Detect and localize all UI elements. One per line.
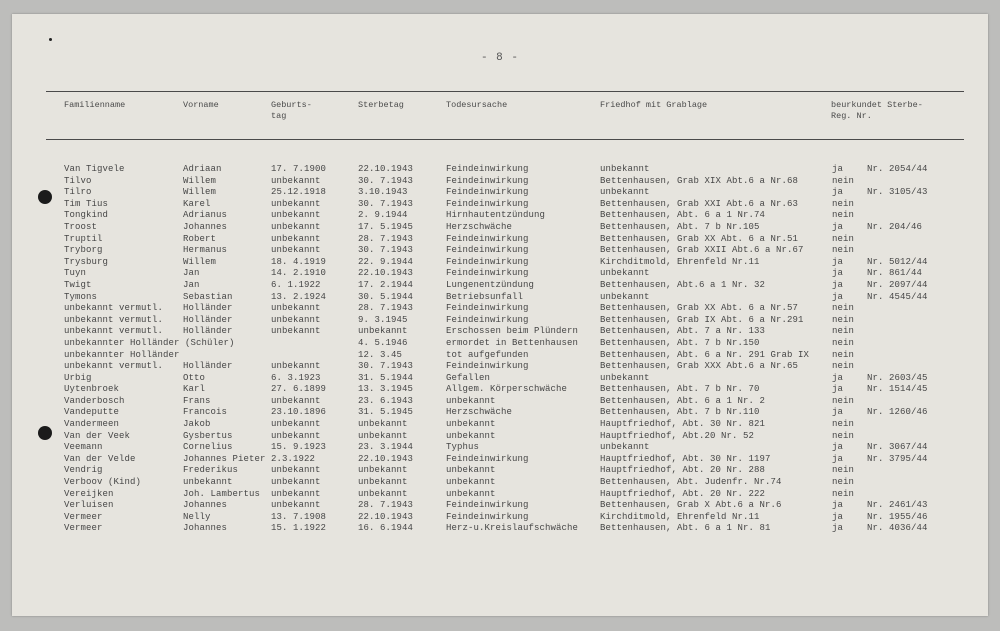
register-nr-cell: Nr. 3795/44 [867, 453, 928, 464]
table-row [12, 489, 988, 501]
friedhof-cell: Bettenhausen, Abt. 7 a Nr. 133 [600, 326, 766, 337]
geburtstag-cell: 14. 2.1910 [271, 268, 327, 279]
sterbetag-cell: 22. 9.1944 [358, 256, 414, 267]
beurkundet-cell: ja [832, 511, 844, 522]
beurkundet-cell: ja [832, 523, 844, 534]
familienname-cell: Troost [64, 221, 98, 232]
familienname-cell: Tuyn [64, 268, 87, 279]
friedhof-cell: Bettenhausen, Abt. 7 b Nr.150 [600, 337, 760, 348]
todesursache-cell: Allgem. Körperschwäche [446, 384, 568, 395]
familienname-cell: Vandeputte [64, 407, 120, 418]
vorname-cell: Otto [183, 372, 206, 383]
friedhof-cell: Bettenhausen, Grab IX Abt. 6 a Nr.291 [600, 314, 804, 325]
friedhof-cell: unbekannt [600, 372, 650, 383]
register-nr-cell: Nr. 2461/43 [867, 500, 928, 511]
familienname-cell: unbekannt vermutl. [64, 326, 164, 337]
header-familienname: Familienname [64, 100, 126, 110]
table-row [12, 164, 988, 176]
header-friedhof: Friedhof mit Grablage [600, 100, 708, 110]
sterbetag-cell: 22.10.1943 [358, 511, 414, 522]
familienname-cell: Tongkind [64, 210, 109, 221]
todesursache-cell: tot aufgefunden [446, 349, 529, 360]
vorname-cell: Adrianus [183, 210, 228, 221]
beurkundet-cell: ja [832, 407, 844, 418]
beurkundet-cell: ja [832, 279, 844, 290]
vorname-cell: Joh. Lambertus [183, 488, 261, 499]
geburtstag-cell: unbekannt [271, 326, 321, 337]
sterbetag-cell: 22.10.1943 [358, 268, 414, 279]
geburtstag-cell: 6. 1.1922 [271, 279, 321, 290]
familienname-cell: Uytenbroek [64, 384, 120, 395]
geburtstag-cell: unbekannt [271, 430, 321, 441]
sterbetag-cell: 30. 7.1943 [358, 175, 414, 186]
todesursache-cell: unbekannt [446, 465, 496, 476]
familienname-cell: Vandermeen [64, 419, 120, 430]
sterbetag-cell: 23. 3.1944 [358, 442, 414, 453]
beurkundet-cell: nein [832, 337, 855, 348]
todesursache-cell: Feindeinwirkung [446, 245, 529, 256]
sterbetag-cell: unbekannt [358, 430, 408, 441]
table-row [12, 326, 988, 338]
todesursache-cell: Typhus [446, 442, 480, 453]
table-row [12, 477, 988, 489]
friedhof-cell: unbekannt [600, 442, 650, 453]
table-row [12, 361, 988, 373]
speck-mark [49, 38, 52, 41]
vorname-cell: Frederikus [183, 465, 239, 476]
table-row [12, 268, 988, 280]
table-row [12, 384, 988, 396]
table-row [12, 419, 988, 431]
familienname-cell: Van Tigvele [64, 164, 125, 174]
friedhof-cell: Bettenhausen, Abt. 7 b Nr.105 [600, 221, 760, 232]
familienname-cell: Trysburg [64, 256, 109, 267]
geburtstag-cell: 15. 9.1923 [271, 442, 327, 453]
todesursache-cell: Feindeinwirkung [446, 268, 529, 279]
beurkundet-cell: nein [832, 314, 855, 325]
table-row [12, 454, 988, 466]
familienname-cell: unbekannt vermutl. [64, 303, 164, 314]
geburtstag-cell: unbekannt [271, 210, 321, 221]
table-row [12, 234, 988, 246]
vorname-cell: Johannes [183, 221, 228, 232]
todesursache-cell: unbekannt [446, 395, 496, 406]
geburtstag-cell: 6. 3.1923 [271, 372, 321, 383]
sterbetag-cell: 31. 5.1944 [358, 372, 414, 383]
beurkundet-cell: nein [832, 175, 855, 186]
beurkundet-cell: nein [832, 395, 855, 406]
geburtstag-cell: 15. 1.1922 [271, 523, 327, 534]
beurkundet-cell: nein [832, 303, 855, 314]
beurkundet-cell: nein [832, 488, 855, 499]
familienname-cell: Verluisen [64, 500, 114, 511]
todesursache-cell: unbekannt [446, 477, 496, 488]
friedhof-cell: Bettenhausen, Abt. 6 a 1 Nr. 81 [600, 523, 771, 534]
beurkundet-cell: ja [832, 500, 844, 511]
vorname-cell: Jan [183, 279, 200, 290]
beurkundet-cell: ja [832, 442, 844, 453]
sterbetag-cell: unbekannt [358, 465, 408, 476]
todesursache-cell: Feindeinwirkung [446, 175, 529, 186]
sterbetag-cell: 31. 5.1945 [358, 407, 414, 418]
geburtstag-cell: 17. 7.1900 [271, 164, 327, 174]
familienname-cell: Veemann [64, 442, 103, 453]
header-todesursache: Todesursache [446, 100, 508, 110]
familienname-cell: unbekannter Holländer (Schüler) [64, 337, 235, 348]
vorname-cell: Nelly [183, 511, 211, 522]
todesursache-cell: unbekannt [446, 430, 496, 441]
todesursache-cell: Feindeinwirkung [446, 511, 529, 522]
todesursache-cell: Erschossen beim Plündern [446, 326, 579, 337]
familienname-cell: Van der Velde [64, 453, 136, 464]
table-row [12, 257, 988, 269]
todesursache-cell: unbekannt [446, 488, 496, 499]
sterbetag-cell: 22.10.1943 [358, 164, 414, 174]
vorname-cell: Robert [183, 233, 217, 244]
sterbetag-cell: 30. 7.1943 [358, 245, 414, 256]
familienname-cell: Vermeer [64, 523, 103, 534]
sterbetag-cell: 3.10.1943 [358, 187, 408, 198]
geburtstag-cell: unbekannt [271, 221, 321, 232]
beurkundet-cell: ja [832, 291, 844, 302]
geburtstag-cell: unbekannt [271, 233, 321, 244]
sterbetag-cell: 23. 6.1943 [358, 395, 414, 406]
geburtstag-cell: unbekannt [271, 303, 321, 314]
table-row [12, 187, 988, 199]
geburtstag-cell: unbekannt [271, 419, 321, 430]
register-nr-cell: Nr. 3105/43 [867, 187, 928, 198]
friedhof-cell: unbekannt [600, 164, 650, 174]
friedhof-cell: Bettenhausen, Grab XX Abt. 6 a Nr.57 [600, 303, 799, 314]
table-row [12, 199, 988, 211]
sterbetag-cell: 22.10.1943 [358, 453, 414, 464]
geburtstag-cell: 27. 6.1899 [271, 384, 327, 395]
familienname-cell: Vanderbosch [64, 395, 125, 406]
register-nr-cell: Nr. 1955/46 [867, 511, 928, 522]
register-nr-cell: Nr. 2097/44 [867, 279, 928, 290]
beurkundet-cell: nein [832, 361, 855, 372]
vorname-cell: Johannes Pieter [183, 453, 266, 464]
friedhof-cell: unbekannt [600, 291, 650, 302]
beurkundet-cell: nein [832, 477, 855, 488]
vorname-cell: Willem [183, 175, 217, 186]
register-table [12, 164, 988, 535]
table-row [12, 523, 988, 535]
familienname-cell: unbekannt vermutl. [64, 361, 164, 372]
friedhof-cell: Hauptfriedhof, Abt. 30 Nr. 1197 [600, 453, 771, 464]
vorname-cell: Holländer [183, 303, 233, 314]
beurkundet-cell: nein [832, 210, 855, 221]
vorname-cell: Jakob [183, 419, 211, 430]
vorname-cell: Holländer [183, 326, 233, 337]
header-top-rule [46, 91, 964, 92]
sterbetag-cell: unbekannt [358, 477, 408, 488]
register-nr-cell: Nr. 861/44 [867, 268, 923, 279]
vorname-cell: Karl [183, 384, 206, 395]
vorname-cell: Sebastian [183, 291, 233, 302]
todesursache-cell: Feindeinwirkung [446, 256, 529, 267]
beurkundet-cell: ja [832, 187, 844, 198]
familienname-cell: Vermeer [64, 511, 103, 522]
todesursache-cell: ermordet in Bettenhausen [446, 337, 579, 348]
vorname-cell: Cornelius [183, 442, 233, 453]
table-row [12, 373, 988, 385]
table-row [12, 292, 988, 304]
vorname-cell: Johannes [183, 500, 228, 511]
geburtstag-cell: unbekannt [271, 488, 321, 499]
header-beurkundet: beurkundet Sterbe- Reg. Nr. [831, 100, 923, 121]
familienname-cell: Tryborg [64, 245, 103, 256]
geburtstag-cell: 23.10.1896 [271, 407, 327, 418]
todesursache-cell: Feindeinwirkung [446, 187, 529, 198]
familienname-cell: unbekannter Holländer [64, 349, 180, 360]
friedhof-cell: Bettenhausen, Abt. 7 b Nr.110 [600, 407, 760, 418]
friedhof-cell: Bettenhausen, Grab X Abt.6 a Nr.6 [600, 500, 782, 511]
todesursache-cell: Hirnhautentzündung [446, 210, 546, 221]
friedhof-cell: Bettenhausen, Grab XX Abt. 6 a Nr.51 [600, 233, 799, 244]
register-nr-cell: Nr. 4036/44 [867, 523, 928, 534]
todesursache-cell: Herzschwäche [446, 221, 513, 232]
sterbetag-cell: 30. 7.1943 [358, 361, 414, 372]
geburtstag-cell: unbekannt [271, 395, 321, 406]
geburtstag-cell: unbekannt [271, 245, 321, 256]
sterbetag-cell: 12. 3.45 [358, 349, 403, 360]
beurkundet-cell: ja [832, 372, 844, 383]
todesursache-cell: Betriebsunfall [446, 291, 524, 302]
table-row [12, 222, 988, 234]
table-row [12, 465, 988, 477]
register-nr-cell: Nr. 2054/44 [867, 164, 928, 174]
friedhof-cell: Bettenhausen, Abt. 6 a 1 Nr.74 [600, 210, 766, 221]
todesursache-cell: Feindeinwirkung [446, 303, 529, 314]
sterbetag-cell: 17. 5.1945 [358, 221, 414, 232]
todesursache-cell: Herz-u.Kreislaufschwäche [446, 523, 579, 534]
familienname-cell: unbekannt vermutl. [64, 314, 164, 325]
familienname-cell: Van der Veek [64, 430, 131, 441]
todesursache-cell: Feindeinwirkung [446, 198, 529, 209]
sterbetag-cell: unbekannt [358, 488, 408, 499]
header-geburtstag: Geburts- tag [271, 100, 312, 121]
familienname-cell: Vereijken [64, 488, 114, 499]
header-sterbetag: Sterbetag [358, 100, 404, 110]
beurkundet-cell: nein [832, 465, 855, 476]
friedhof-cell: Bettenhausen, Abt.6 a 1 Nr. 32 [600, 279, 766, 290]
todesursache-cell: unbekannt [446, 419, 496, 430]
table-row [12, 303, 988, 315]
familienname-cell: Twigt [64, 279, 92, 290]
register-nr-cell: Nr. 5012/44 [867, 256, 928, 267]
sterbetag-cell: 30. 5.1944 [358, 291, 414, 302]
todesursache-cell: Lungenentzündung [446, 279, 535, 290]
vorname-cell: Karel [183, 198, 211, 209]
sterbetag-cell: 28. 7.1943 [358, 500, 414, 511]
table-row [12, 407, 988, 419]
sterbetag-cell: 13. 3.1945 [358, 384, 414, 395]
sterbetag-cell: unbekannt [358, 419, 408, 430]
friedhof-cell: Bettenhausen, Abt. 7 b Nr. 70 [600, 384, 760, 395]
sterbetag-cell: unbekannt [358, 326, 408, 337]
friedhof-cell: Bettenhausen, Abt. 6 a Nr. 291 Grab IX [600, 349, 810, 360]
todesursache-cell: Feindeinwirkung [446, 314, 529, 325]
sterbetag-cell: 4. 5.1946 [358, 337, 408, 348]
beurkundet-cell: ja [832, 453, 844, 464]
beurkundet-cell: nein [832, 349, 855, 360]
todesursache-cell: Feindeinwirkung [446, 233, 529, 244]
friedhof-cell: Bettenhausen, Abt. 6 a 1 Nr. 2 [600, 395, 766, 406]
vorname-cell: Gysbertus [183, 430, 233, 441]
table-row [12, 500, 988, 512]
todesursache-cell: Feindeinwirkung [446, 361, 529, 372]
register-nr-cell: Nr. 4545/44 [867, 291, 928, 302]
beurkundet-cell: ja [832, 164, 844, 174]
vorname-cell: Johannes [183, 523, 228, 534]
familienname-cell: Tim Tius [64, 198, 109, 209]
table-row [12, 315, 988, 327]
friedhof-cell: Bettenhausen, Grab XXI Abt.6 a Nr.63 [600, 198, 799, 209]
table-row [12, 396, 988, 408]
friedhof-cell: unbekannt [600, 187, 650, 198]
vorname-cell: Francois [183, 407, 228, 418]
vorname-cell: Willem [183, 187, 217, 198]
table-row [12, 338, 988, 350]
familienname-cell: Truptil [64, 233, 103, 244]
geburtstag-cell: unbekannt [271, 500, 321, 511]
sterbetag-cell: 16. 6.1944 [358, 523, 414, 534]
sterbetag-cell: 30. 7.1943 [358, 198, 414, 209]
vorname-cell: unbekannt [183, 477, 233, 488]
friedhof-cell: Hauptfriedhof, Abt.20 Nr. 52 [600, 430, 755, 441]
beurkundet-cell: ja [832, 256, 844, 267]
sterbetag-cell: 17. 2.1944 [358, 279, 414, 290]
friedhof-cell: Kirchditmold, Ehrenfeld Nr.11 [600, 511, 760, 522]
register-nr-cell: Nr. 1260/46 [867, 407, 928, 418]
sterbetag-cell: 2. 9.1944 [358, 210, 408, 221]
vorname-cell: Willem [183, 256, 217, 267]
geburtstag-cell: 13. 2.1924 [271, 291, 327, 302]
geburtstag-cell: 13. 7.1908 [271, 511, 327, 522]
sterbetag-cell: 9. 3.1945 [358, 314, 408, 325]
table-row [12, 176, 988, 188]
sterbetag-cell: 28. 7.1943 [358, 233, 414, 244]
geburtstag-cell: 25.12.1918 [271, 187, 327, 198]
vorname-cell: Holländer [183, 314, 233, 325]
register-nr-cell: Nr. 1514/45 [867, 384, 928, 395]
friedhof-cell: Hauptfriedhof, Abt. 20 Nr. 222 [600, 488, 766, 499]
beurkundet-cell: nein [832, 419, 855, 430]
friedhof-cell: Hauptfriedhof, Abt. 30 Nr. 821 [600, 419, 766, 430]
todesursache-cell: Gefallen [446, 372, 491, 383]
document-page [12, 14, 988, 616]
geburtstag-cell: unbekannt [271, 465, 321, 476]
friedhof-cell: Bettenhausen, Grab XIX Abt.6 a Nr.68 [600, 175, 799, 186]
table-row [12, 280, 988, 292]
table-row [12, 512, 988, 524]
beurkundet-cell: ja [832, 221, 844, 232]
vorname-cell: Holländer [183, 361, 233, 372]
familienname-cell: Verboov (Kind) [64, 477, 142, 488]
table-row [12, 350, 988, 362]
geburtstag-cell: unbekannt [271, 361, 321, 372]
beurkundet-cell: nein [832, 245, 855, 256]
geburtstag-cell: unbekannt [271, 477, 321, 488]
beurkundet-cell: nein [832, 430, 855, 441]
vorname-cell: Adriaan [183, 164, 222, 174]
friedhof-cell: Hauptfriedhof, Abt. 20 Nr. 288 [600, 465, 766, 476]
friedhof-cell: Bettenhausen, Grab XXII Abt.6 a Nr.67 [600, 245, 804, 256]
geburtstag-cell: unbekannt [271, 198, 321, 209]
geburtstag-cell: unbekannt [271, 175, 321, 186]
header-vorname: Vorname [183, 100, 219, 110]
table-row [12, 431, 988, 443]
geburtstag-cell: unbekannt [271, 314, 321, 325]
todesursache-cell: Feindeinwirkung [446, 453, 529, 464]
page-number: - 8 - [480, 52, 519, 64]
beurkundet-cell: nein [832, 198, 855, 209]
table-row [12, 245, 988, 257]
familienname-cell: Vendrig [64, 465, 103, 476]
friedhof-cell: Bettenhausen, Grab XXX Abt.6 a Nr.65 [600, 361, 799, 372]
table-row [12, 442, 988, 454]
vorname-cell: Jan [183, 268, 200, 279]
beurkundet-cell: nein [832, 326, 855, 337]
todesursache-cell: Feindeinwirkung [446, 164, 529, 174]
beurkundet-cell: ja [832, 268, 844, 279]
register-nr-cell: Nr. 2603/45 [867, 372, 928, 383]
register-nr-cell: Nr. 3067/44 [867, 442, 928, 453]
friedhof-cell: unbekannt [600, 268, 650, 279]
table-row [12, 210, 988, 222]
beurkundet-cell: ja [832, 384, 844, 395]
vorname-cell: Hermanus [183, 245, 228, 256]
vorname-cell: Frans [183, 395, 211, 406]
friedhof-cell: Kirchditmold, Ehrenfeld Nr.11 [600, 256, 760, 267]
sterbetag-cell: 28. 7.1943 [358, 303, 414, 314]
geburtstag-cell: 18. 4.1919 [271, 256, 327, 267]
familienname-cell: Urbig [64, 372, 92, 383]
familienname-cell: Tilro [64, 187, 92, 198]
friedhof-cell: Bettenhausen, Abt. Judenfr. Nr.74 [600, 477, 782, 488]
familienname-cell: Tilvo [64, 175, 92, 186]
header-bottom-rule [46, 139, 964, 140]
todesursache-cell: Feindeinwirkung [446, 500, 529, 511]
geburtstag-cell: 2.3.1922 [271, 453, 316, 464]
beurkundet-cell: nein [832, 233, 855, 244]
todesursache-cell: Herzschwäche [446, 407, 513, 418]
register-nr-cell: Nr. 204/46 [867, 221, 923, 232]
familienname-cell: Tymons [64, 291, 98, 302]
